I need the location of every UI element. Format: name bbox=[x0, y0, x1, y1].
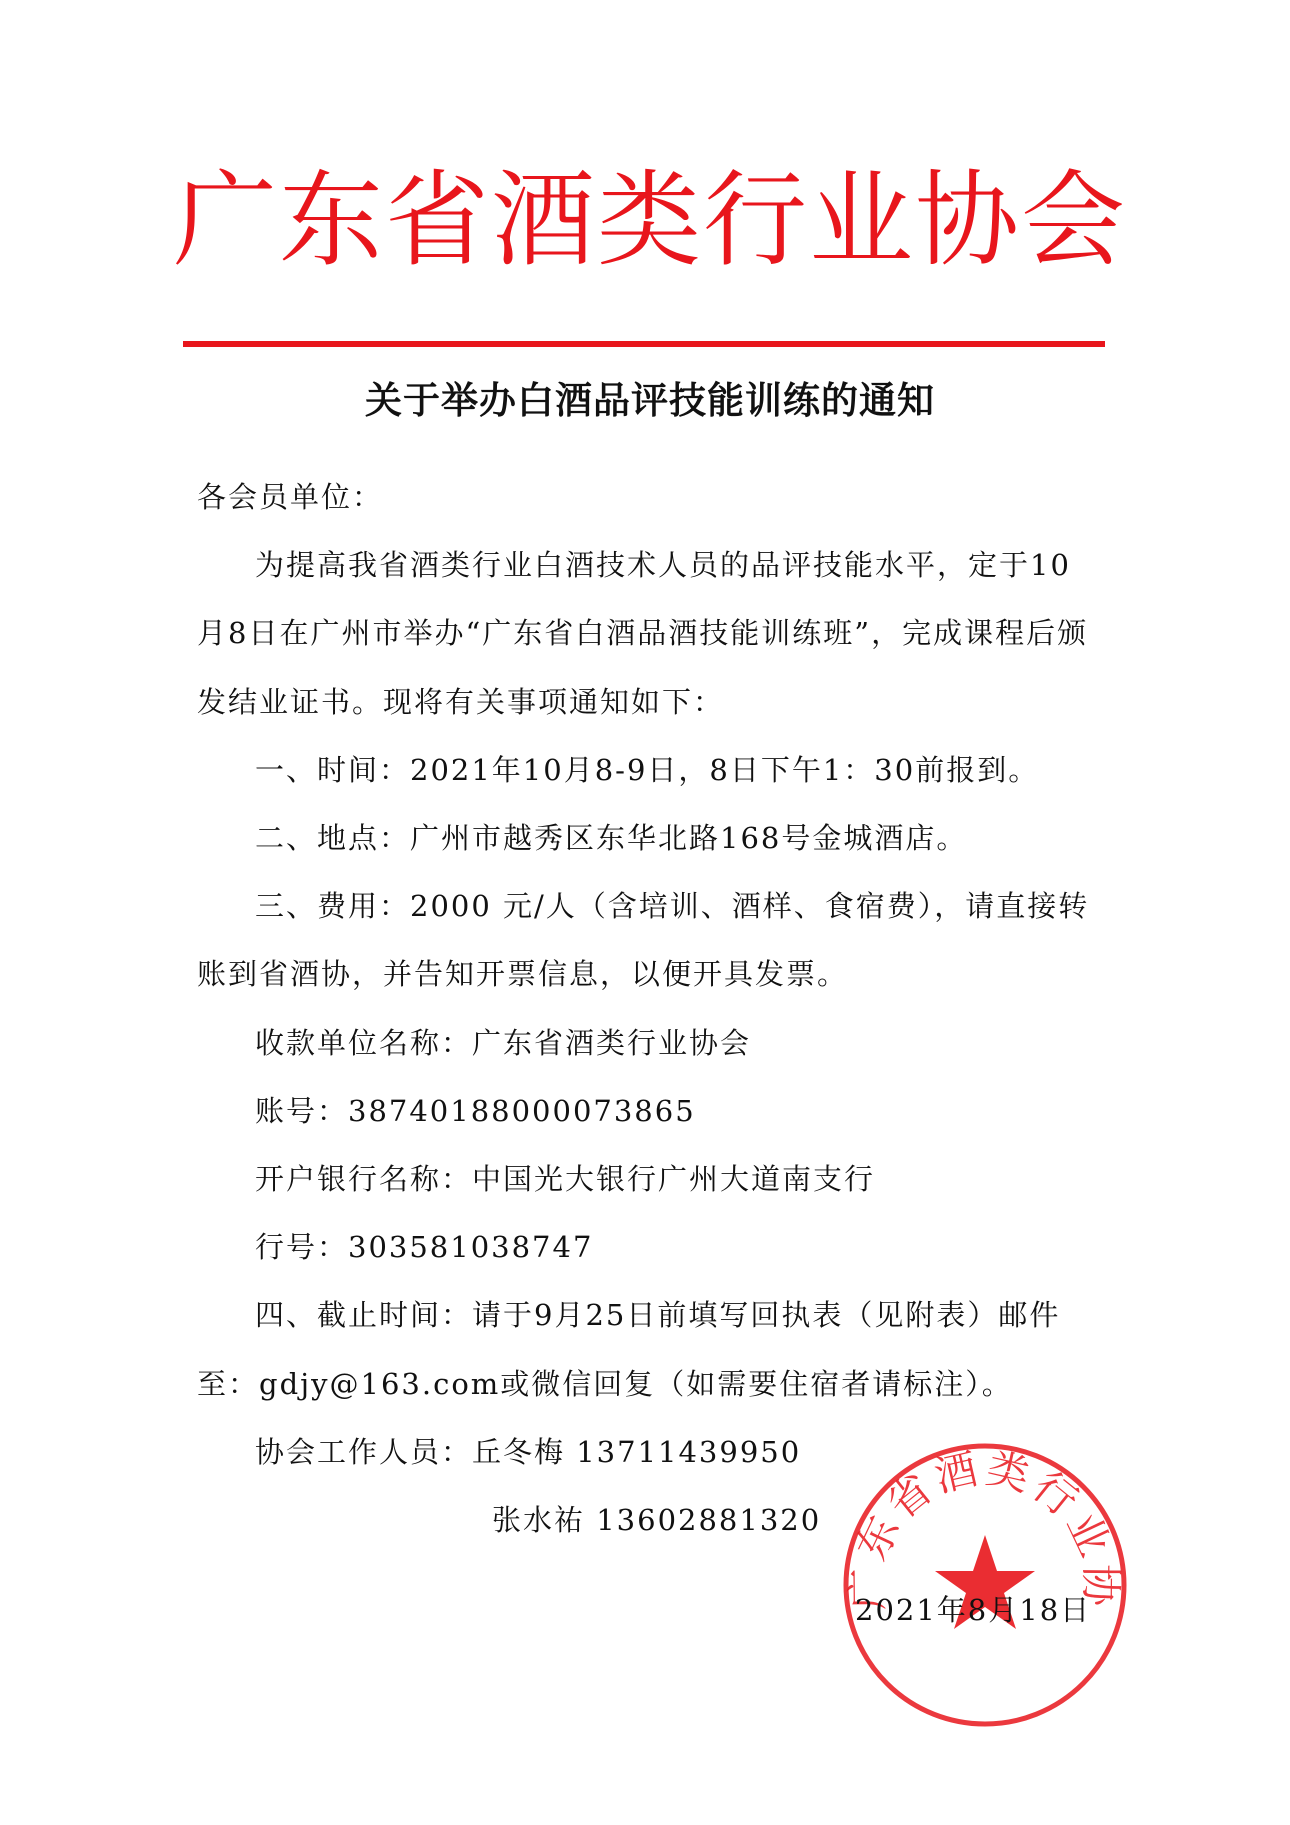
item-fee: 三、费用：2000 元/人（含培训、酒样、食宿费），请直接转账到省酒协，并告知开票信息，以便开具发票。 bbox=[197, 889, 1090, 992]
document-body bbox=[197, 463, 1097, 1554]
account-line: 账号：38740188000073865 bbox=[255, 1093, 696, 1128]
red-divider bbox=[183, 341, 1105, 347]
bank-line: 开户银行名称：中国光大银行广州大道南支行 bbox=[255, 1162, 876, 1197]
org-masthead: 广东省酒类行业协会 bbox=[172, 159, 1127, 281]
payee-line: 收款单位名称：广东省酒类行业协会 bbox=[255, 1025, 752, 1060]
item-place: 二、地点：广州市越秀区东华北路168号金城酒店。 bbox=[255, 821, 968, 856]
item-time: 一、时间：2021年10月8-9日，8日下午1：30前报到。 bbox=[255, 752, 1040, 787]
official-seal bbox=[840, 1440, 1130, 1730]
seal-text: 广东省酒类行业协 bbox=[842, 1443, 1126, 1611]
bank-number-line: 行号：303581038747 bbox=[255, 1230, 594, 1265]
staff-contact-1: 协会工作人员：丘冬梅 13711439950 bbox=[255, 1434, 802, 1469]
salutation: 各会员单位： bbox=[197, 480, 384, 514]
intro-paragraph: 为提高我省酒类行业白酒技术人员的品评技能水平，定于10月8日在广州市举办“广东省白酒品酒技能训练班”，完成课程后颁发结业证书。现将有关事项通知如下： bbox=[197, 548, 1089, 719]
item-deadline: 四、截止时间：请于9月25日前填写回执表（见附表）邮件至：gdjy@163.com或微信回复（如需要住宿者请标注）。 bbox=[197, 1298, 1061, 1401]
document-title: 关于举办白酒品评技能训练的通知 bbox=[365, 379, 935, 422]
staff-contact-2: 张水祐 13602881320 bbox=[492, 1503, 822, 1538]
issue-date: 2021年8月18日 bbox=[855, 1593, 1092, 1627]
seal-graphic bbox=[840, 1440, 1130, 1730]
